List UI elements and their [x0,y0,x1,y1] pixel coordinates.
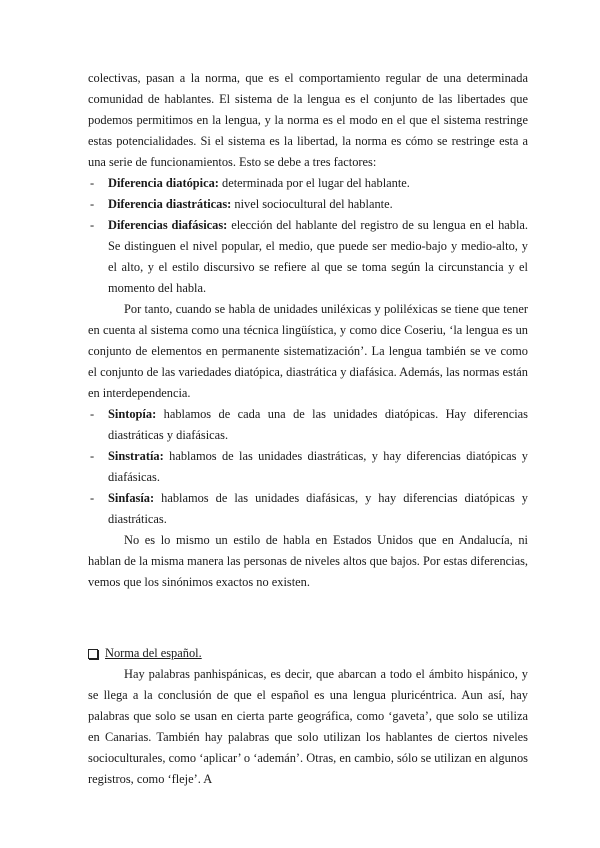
closing-paragraph: No es lo mismo un estilo de habla en Estados Unidos que en Andalucía, ni hablan de la misma manera las personas de niveles altos que bajos. Por estas diferencias, vemos que los sinónimos exactos no existen. [88,533,528,589]
factors-list [88,173,528,299]
intro-paragraph: colectivas, pasan a la norma, que es el comportamiento regular de una determinada comunidad de hablantes. El sistema de la lengua es el conjunto de las libertades que podemos permitimos en la lengua, y la norma es el modo en el que el sistema restringe estas potencialidades. Si el sistema es la libertad, la norma es cómo se restringe esta a una serie de funcionamientos. Esto se debe a tres factores: [88,71,528,169]
dash-bullet: - [90,218,95,232]
list-item [88,446,528,488]
list-item [88,194,528,215]
list-item [88,488,528,530]
term-description: determinada por el lugar del hablante. [218,176,410,190]
term-label: Sinstratía: [108,449,164,463]
term-description: hablamos de las unidades diafásicas, y hay diferencias diatópicas y diastráticas. [108,491,528,526]
term-label: Diferencias diafásicas: [108,218,228,232]
dash-bullet: - [90,407,95,421]
list-item [88,215,528,299]
term-label: Sintopía: [108,407,157,421]
checkbox-bullet-icon [88,649,98,659]
term-label: Diferencia diatópica: [108,176,219,190]
dash-bullet: - [90,176,95,190]
list-item [88,173,528,194]
term-label: Diferencia diastráticas: [108,197,232,211]
term-label: Sinfasía: [108,491,155,505]
relations-list [88,404,528,530]
middle-paragraph: Por tanto, cuando se habla de unidades uniléxicas y poliléxicas se tiene que tener en cuenta al sistema como una técnica lingüística, y como dice Coseriu, ‘la lengua es un conjunto de elementos en permanente sistematización’. La lengua también se ve como el conjunto de las variedades diatópica, diastrática y diafásica. Además, las normas están en interdependencia. [88,302,528,400]
term-description: hablamos de las unidades diastráticas, y hay diferencias diatópicas y diafásicas. [108,449,528,484]
term-description: hablamos de cada una de las unidades diatópicas. Hay diferencias diastráticas y diafásicas. [108,407,528,442]
section-paragraph: Hay palabras panhispánicas, es decir, que abarcan a todo el ámbito hispánico, y se llega a la conclusión de que el español es una lengua pluricéntrica. Aun así, hay palabras que solo se usan en cierta parte geográfica, como ‘gaveta’, que solo se utiliza en Canarias. También hay palabras que solo utilizan los hablantes de ciertos niveles socioculturales, como ‘aplicar’ o ‘ademán’. Otras, en cambio, sólo se utilizan en algunos registros, como ‘fleje’. A [88,667,528,786]
section-heading [88,643,528,664]
dash-bullet: - [90,197,95,211]
page-content [88,68,528,790]
section-title: Norma del español. [105,646,202,660]
list-item [88,404,528,446]
dash-bullet: - [90,491,95,505]
term-description: nivel sociocultural del hablante. [231,197,393,211]
dash-bullet: - [90,449,95,463]
term-description: elección del hablante del registro de su lengua en el habla. Se distinguen el nivel popular, el medio, que puede ser medio-bajo y medio-alto, y el alto, y el estilo discursivo se refiere al que se toma según la circunstancia y el momento del habla. [108,218,528,295]
